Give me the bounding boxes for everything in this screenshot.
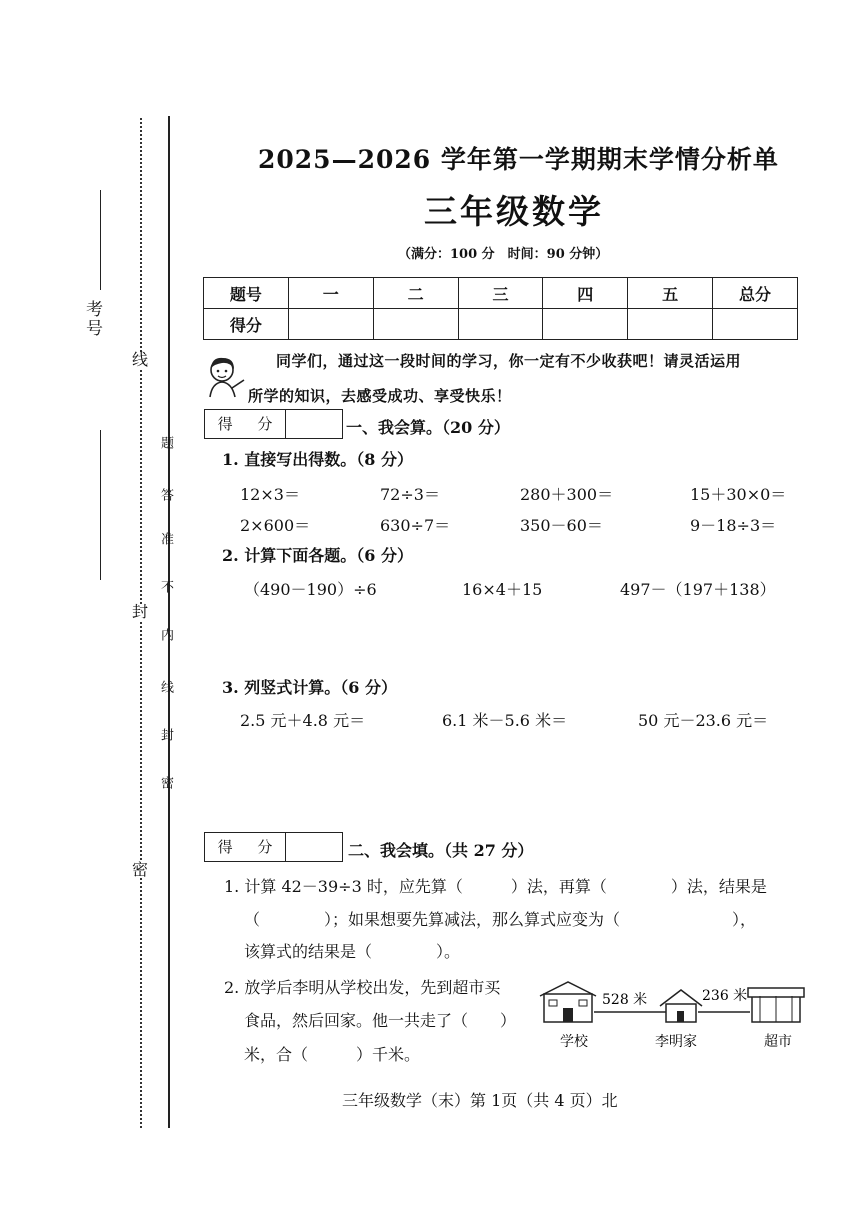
section2-score-box bbox=[204, 832, 343, 862]
s1-q1-item: 350－60＝ bbox=[520, 516, 603, 535]
section2-title: 二、我会填。（共 27 分） bbox=[348, 841, 534, 860]
intro-line-2: 所学的知识，去感受成功、享受快乐！ bbox=[248, 387, 512, 405]
page-footer: 三年级数学（末）第 1页（共 4 页）北 bbox=[342, 1091, 618, 1110]
score-cell[interactable] bbox=[288, 309, 373, 340]
s1-q1-item: 12×3＝ bbox=[240, 485, 300, 504]
school-building-icon bbox=[540, 982, 596, 1022]
margin-note-3: 准 bbox=[158, 532, 173, 545]
distance-1-label: 528 米 bbox=[602, 992, 648, 1008]
margin-note-7: 封 bbox=[158, 728, 173, 741]
score-cell[interactable] bbox=[543, 309, 628, 340]
s1-q2-item: 497－（197＋138） bbox=[620, 580, 776, 599]
section1-score-box bbox=[204, 409, 343, 439]
s1-q1-item: 9－18÷3＝ bbox=[690, 516, 777, 535]
s1-q3-item: 50 元－23.6 元＝ bbox=[638, 711, 769, 730]
score-header-cell: 总分 bbox=[713, 278, 798, 309]
score-header-cell: 一 bbox=[288, 278, 373, 309]
line-mark: 线 bbox=[132, 350, 149, 369]
score-table bbox=[203, 277, 798, 340]
score-header-cell: 四 bbox=[543, 278, 628, 309]
score-header-cell: 二 bbox=[373, 278, 458, 309]
s1-q3-item: 2.5 元＋4.8 元＝ bbox=[240, 711, 366, 730]
score-box-label: 得 分 bbox=[205, 833, 286, 861]
score-cell[interactable] bbox=[458, 309, 543, 340]
score-header-cell: 题号 bbox=[204, 278, 289, 309]
secret-mark: 密 bbox=[132, 860, 149, 879]
s1-q3-item: 6.1 米－5.6 米＝ bbox=[442, 711, 568, 730]
seal-mark: 封 bbox=[132, 602, 149, 621]
home-label: 李明家 bbox=[655, 1034, 697, 1050]
margin-note-6: 线 bbox=[158, 680, 173, 693]
s1-q1-item: 630÷7＝ bbox=[380, 516, 451, 535]
s1-q1-title: 1. 直接写出得数。（8 分） bbox=[222, 450, 413, 469]
score-header-cell: 三 bbox=[458, 278, 543, 309]
intro-line-1: 同学们，通过这一段时间的学习，你一定有不少收获吧！请灵活运用 bbox=[276, 352, 742, 370]
market-building-icon bbox=[748, 988, 804, 1022]
score-header-cell: 五 bbox=[628, 278, 713, 309]
score-box-blank[interactable] bbox=[286, 833, 342, 861]
binding-solid-line bbox=[168, 116, 170, 1128]
score-table-score-row bbox=[204, 309, 798, 340]
score-cell[interactable] bbox=[628, 309, 713, 340]
exam-info: （满分：100 分 时间：90 分钟） bbox=[398, 247, 609, 262]
margin-note-5: 内 bbox=[158, 628, 173, 641]
s2-q1-line-2: （ ）；如果想要先算减法，那么算式应变为（ ）， bbox=[244, 910, 757, 929]
school-label: 学校 bbox=[560, 1034, 588, 1050]
margin-note-4: 不 bbox=[158, 580, 173, 593]
score-table-header-row bbox=[204, 278, 798, 309]
s1-q2-item: （490－190）÷6 bbox=[244, 580, 377, 599]
margin-note-8: 密 bbox=[158, 776, 173, 789]
market-label: 超市 bbox=[764, 1034, 792, 1050]
score-box-blank[interactable] bbox=[286, 410, 342, 438]
s1-q2-item: 16×4＋15 bbox=[462, 580, 543, 599]
s1-q1-item: 2×600＝ bbox=[240, 516, 311, 535]
score-cell[interactable] bbox=[713, 309, 798, 340]
s1-q1-item: 280＋300＝ bbox=[520, 485, 614, 504]
exam-title: 2025—2026 学年第一学期期末学情分析单 bbox=[258, 145, 779, 174]
exam-subject: 三年级数学 bbox=[424, 192, 604, 231]
section1-title: 一、我会算。（20 分） bbox=[346, 418, 510, 437]
score-row-label: 得分 bbox=[204, 309, 289, 340]
s1-q1-item: 72÷3＝ bbox=[380, 485, 440, 504]
score-box-label: 得 分 bbox=[205, 410, 286, 438]
exam-number-label: 考号 bbox=[82, 300, 102, 338]
s1-q2-title: 2. 计算下面各题。（6 分） bbox=[222, 546, 413, 565]
s1-q1-item: 15＋30×0＝ bbox=[690, 485, 787, 504]
score-cell[interactable] bbox=[373, 309, 458, 340]
s2-q1-line-1: 1. 计算 42－39÷3 时，应先算（ ）法，再算（ ）法，结果是 bbox=[224, 877, 767, 896]
margin-note-1: 题 bbox=[158, 436, 173, 449]
binding-dotted-line bbox=[140, 118, 142, 1128]
s1-q3-title: 3. 列竖式计算。（6 分） bbox=[222, 678, 397, 697]
name-blank bbox=[100, 430, 101, 580]
home-building-icon bbox=[660, 990, 702, 1022]
s2-q2-line-3: 米，合（ ）千米。 bbox=[244, 1045, 421, 1064]
s2-q2-line-1: 2. 放学后李明从学校出发，先到超市买 bbox=[224, 978, 501, 997]
teacher-icon bbox=[202, 352, 248, 398]
exam-number-blank bbox=[100, 190, 101, 290]
margin-note-2: 答 bbox=[158, 488, 173, 501]
s2-q2-line-2: 食品，然后回家。他一共走了（ ） bbox=[244, 1011, 517, 1030]
s2-q1-line-3: 该算式的结果是（ ）。 bbox=[244, 942, 461, 961]
route-diagram bbox=[538, 978, 806, 1058]
distance-2-label: 236 米 bbox=[702, 988, 748, 1004]
